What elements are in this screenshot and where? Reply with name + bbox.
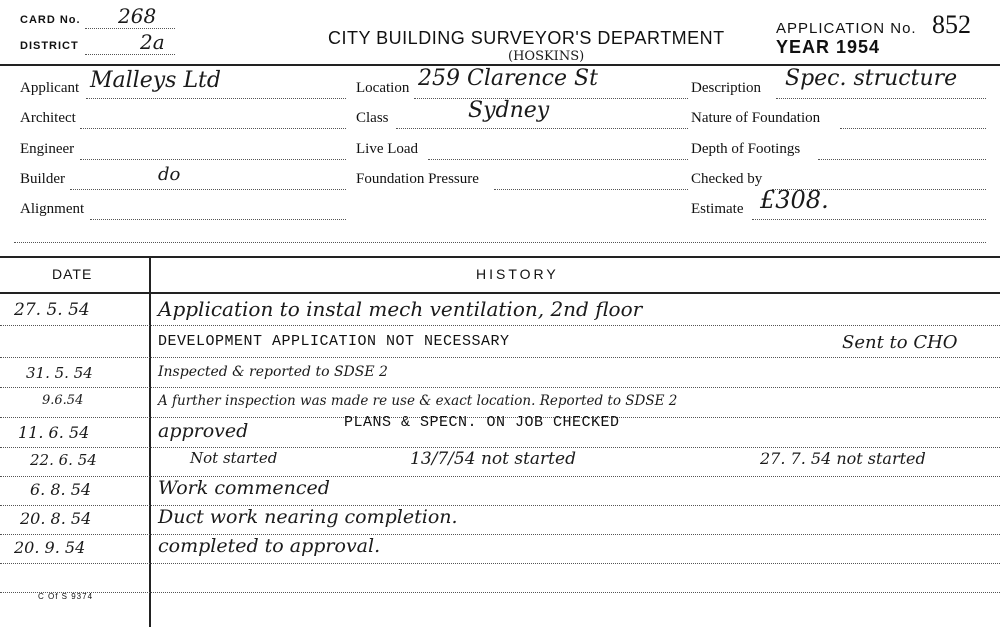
history-date: 27. 5. 54 xyxy=(14,300,90,320)
builder-label: Builder xyxy=(20,171,65,187)
card-no-value: 268 xyxy=(118,4,157,28)
description-value: Spec. structure xyxy=(785,66,958,91)
foundation-pressure-label: Foundation Pressure xyxy=(356,171,479,187)
class-value: Sydney xyxy=(468,98,550,123)
history-entry: Application to instal mech ventilation, 2nd floor xyxy=(158,297,643,321)
form-code: C Of S 9374 xyxy=(38,592,94,601)
development-stamp: DEVELOPMENT APPLICATION NOT NECESSARY xyxy=(158,333,510,350)
surveyor-name: (HOSKINS) xyxy=(508,49,585,64)
applicant-value: Malleys Ltd xyxy=(90,68,221,93)
history-date: 20. 8. 54 xyxy=(20,509,92,528)
application-no-value: 852 xyxy=(932,10,971,39)
district-value: 2a xyxy=(140,30,165,54)
history-entry: Duct work nearing completion. xyxy=(158,506,458,528)
year-label: YEAR 1954 xyxy=(776,37,881,57)
history-entry: Inspected & reported to SDSE 2 xyxy=(158,364,388,380)
applicant-label: Applicant xyxy=(20,80,80,96)
plans-checked-stamp: PLANS & SPECN. ON JOB CHECKED xyxy=(344,414,620,431)
live-load-label: Live Load xyxy=(356,141,419,157)
location-label: Location xyxy=(356,80,410,96)
history-date: 22. 6. 54 xyxy=(30,451,97,469)
checked-by-label: Checked by xyxy=(691,171,763,187)
district-label: DISTRICT xyxy=(20,40,79,52)
alignment-label: Alignment xyxy=(20,201,85,217)
date-column-header: DATE xyxy=(52,266,93,282)
history-entry: Work commenced xyxy=(158,477,330,499)
history-entry: A further inspection was made re use & exact location. Reported to SDSE 2 xyxy=(158,393,678,409)
history-entry: 13/7/54 not started xyxy=(410,449,576,469)
history-date: 11. 6. 54 xyxy=(18,423,90,442)
history-entry: Not started xyxy=(190,449,278,467)
history-column-header: HISTORY xyxy=(476,266,559,282)
estimate-value: £308. xyxy=(760,186,829,214)
history-date: 31. 5. 54 xyxy=(26,364,93,382)
class-label: Class xyxy=(356,110,389,126)
engineer-label: Engineer xyxy=(20,141,75,157)
nature-of-foundation-label: Nature of Foundation xyxy=(691,110,821,126)
history-entry: completed to approval. xyxy=(158,535,381,557)
card-no-label: CARD No. xyxy=(20,14,81,26)
depth-of-footings-label: Depth of Footings xyxy=(691,141,801,157)
history-entry: approved xyxy=(158,420,249,442)
description-label: Description xyxy=(691,80,761,96)
application-no-label: APPLICATION No. xyxy=(776,20,917,37)
estimate-label: Estimate xyxy=(691,201,744,217)
history-date: 9.6.54 xyxy=(42,393,84,408)
history-date: 20. 9. 54 xyxy=(14,538,86,557)
history-date: 6. 8. 54 xyxy=(30,480,92,499)
builder-value: do xyxy=(158,164,181,185)
history-entry: 27. 7. 54 not started xyxy=(760,449,926,468)
department-title: CITY BUILDING SURVEYOR'S DEPARTMENT xyxy=(328,28,725,48)
history-note: Sent to CHO xyxy=(842,332,958,353)
architect-label: Architect xyxy=(20,110,76,126)
location-value: 259 Clarence St xyxy=(418,66,598,91)
